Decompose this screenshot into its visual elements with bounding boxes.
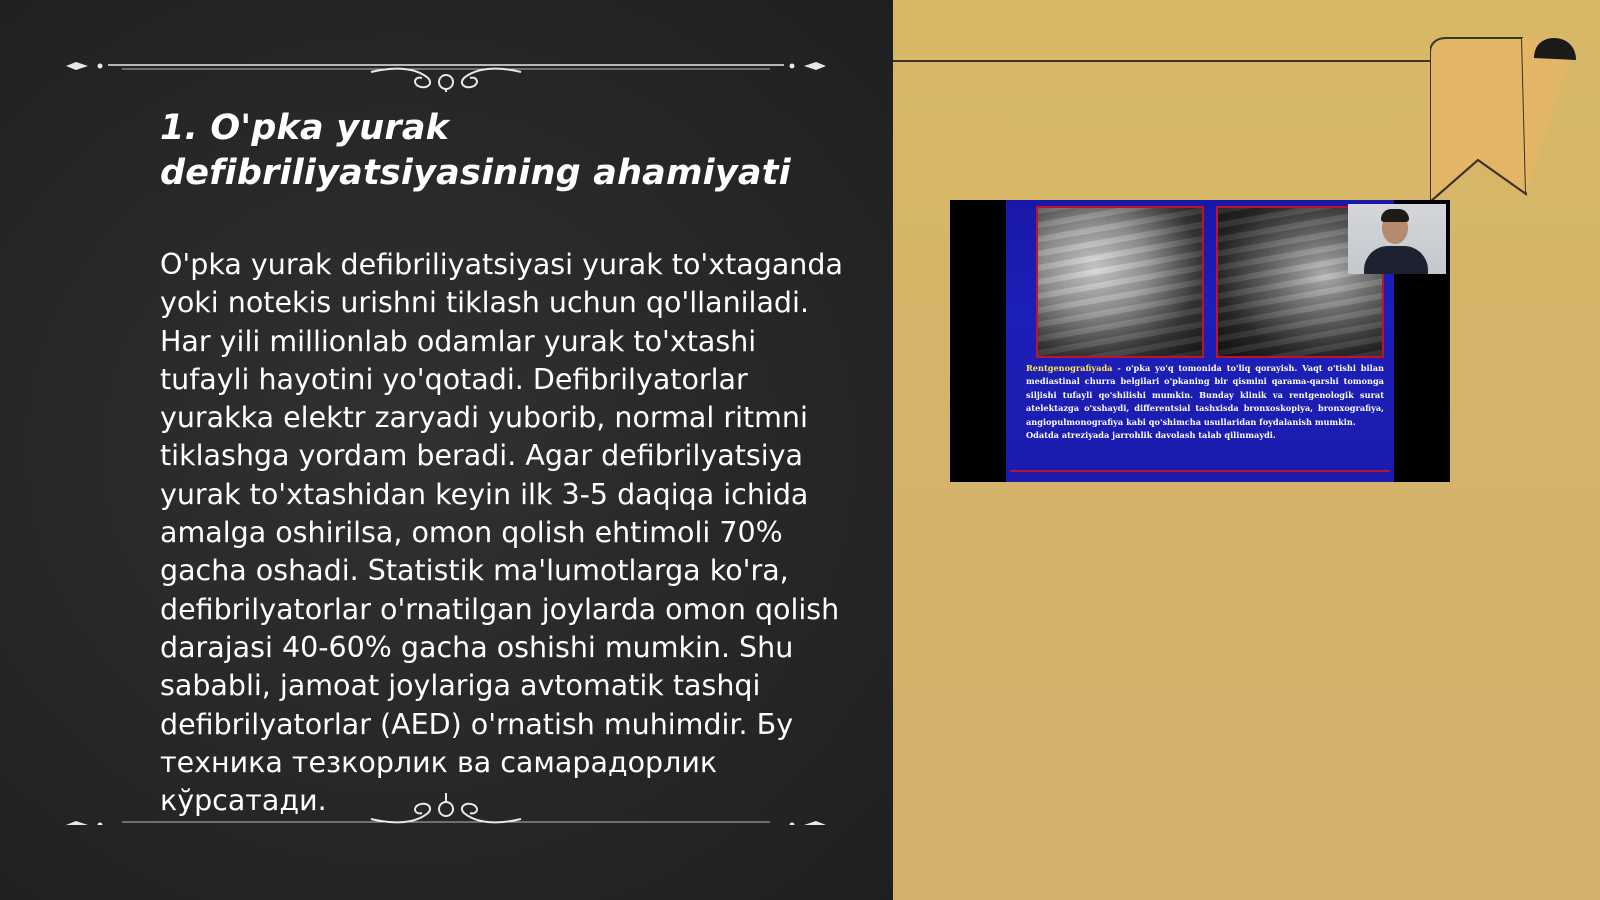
caption-rule: [1010, 470, 1390, 472]
caption-highlight: Rentgenografiyada: [1026, 363, 1113, 373]
slide-body-text: O'pka yurak defibriliyatsiyasi yurak to'xtaganda yoki notekis urishni tiklash uchun qo'llaniladi. Har yili millionlab odamlar yurak to'xtashi tufayli hayotini yo'qotadi. Defibrilyatorlar yurakka elektr zaryadi yuborib, normal ritmni tiklashga yordam beradi. Agar defibrilyatsiya yurak to'xtashidan keyin ilk 3-5 daqiqa ichida amalga oshirilsa, omon qolish ehtimoli 70% gacha oshadi. Statistik ma'lumotlarga ko'ra, defibrilyatorlar o'rnatilgan joylarda omon qolish darajasi 40-60% gacha oshishi mumkin. Shu sababli, jamoat joylariga avtomatik tashqi defibrilyatorlar (AED) o'rnatish muhimdir. Бу техника тезкорлик ва самарадорлик кўрсатади.: [160, 248, 843, 818]
caption-text: - o'pka yo'q tomonida to'liq qorayish. Vaqt o'tishi bilan mediastinal churra belgilari o'pkaning bir qismini qarama-qarshi tomonga siljishi tufayli qo'shilishi mumkin. Bunday klinik va rentgenologik surat atelektazga o'xshaydi, differentsial tashxisda bronxoskopiya, bronxografiya, angiopulmonografiya kabi qo'shimcha usullaridan foydalanish mumkin.: [1026, 363, 1384, 427]
slide-title: 1. O'pka yurak defibriliyatsiyasining ahamiyati: [160, 108, 791, 193]
top-ornament-icon: [66, 42, 826, 92]
presenter-webcam: [1348, 204, 1446, 274]
divider-line: [893, 60, 1438, 62]
video-slide-caption: [1026, 362, 1384, 442]
bookmark-ribbon-icon: [1430, 34, 1600, 204]
lecture-video-frame[interactable]: [950, 200, 1450, 482]
bottom-ornament-icon: [66, 775, 826, 825]
xray-image-left: [1036, 206, 1204, 358]
caption-last-line: Odatda atreziyada jarrohlik davolash talab qilinmaydi.: [1026, 430, 1276, 441]
